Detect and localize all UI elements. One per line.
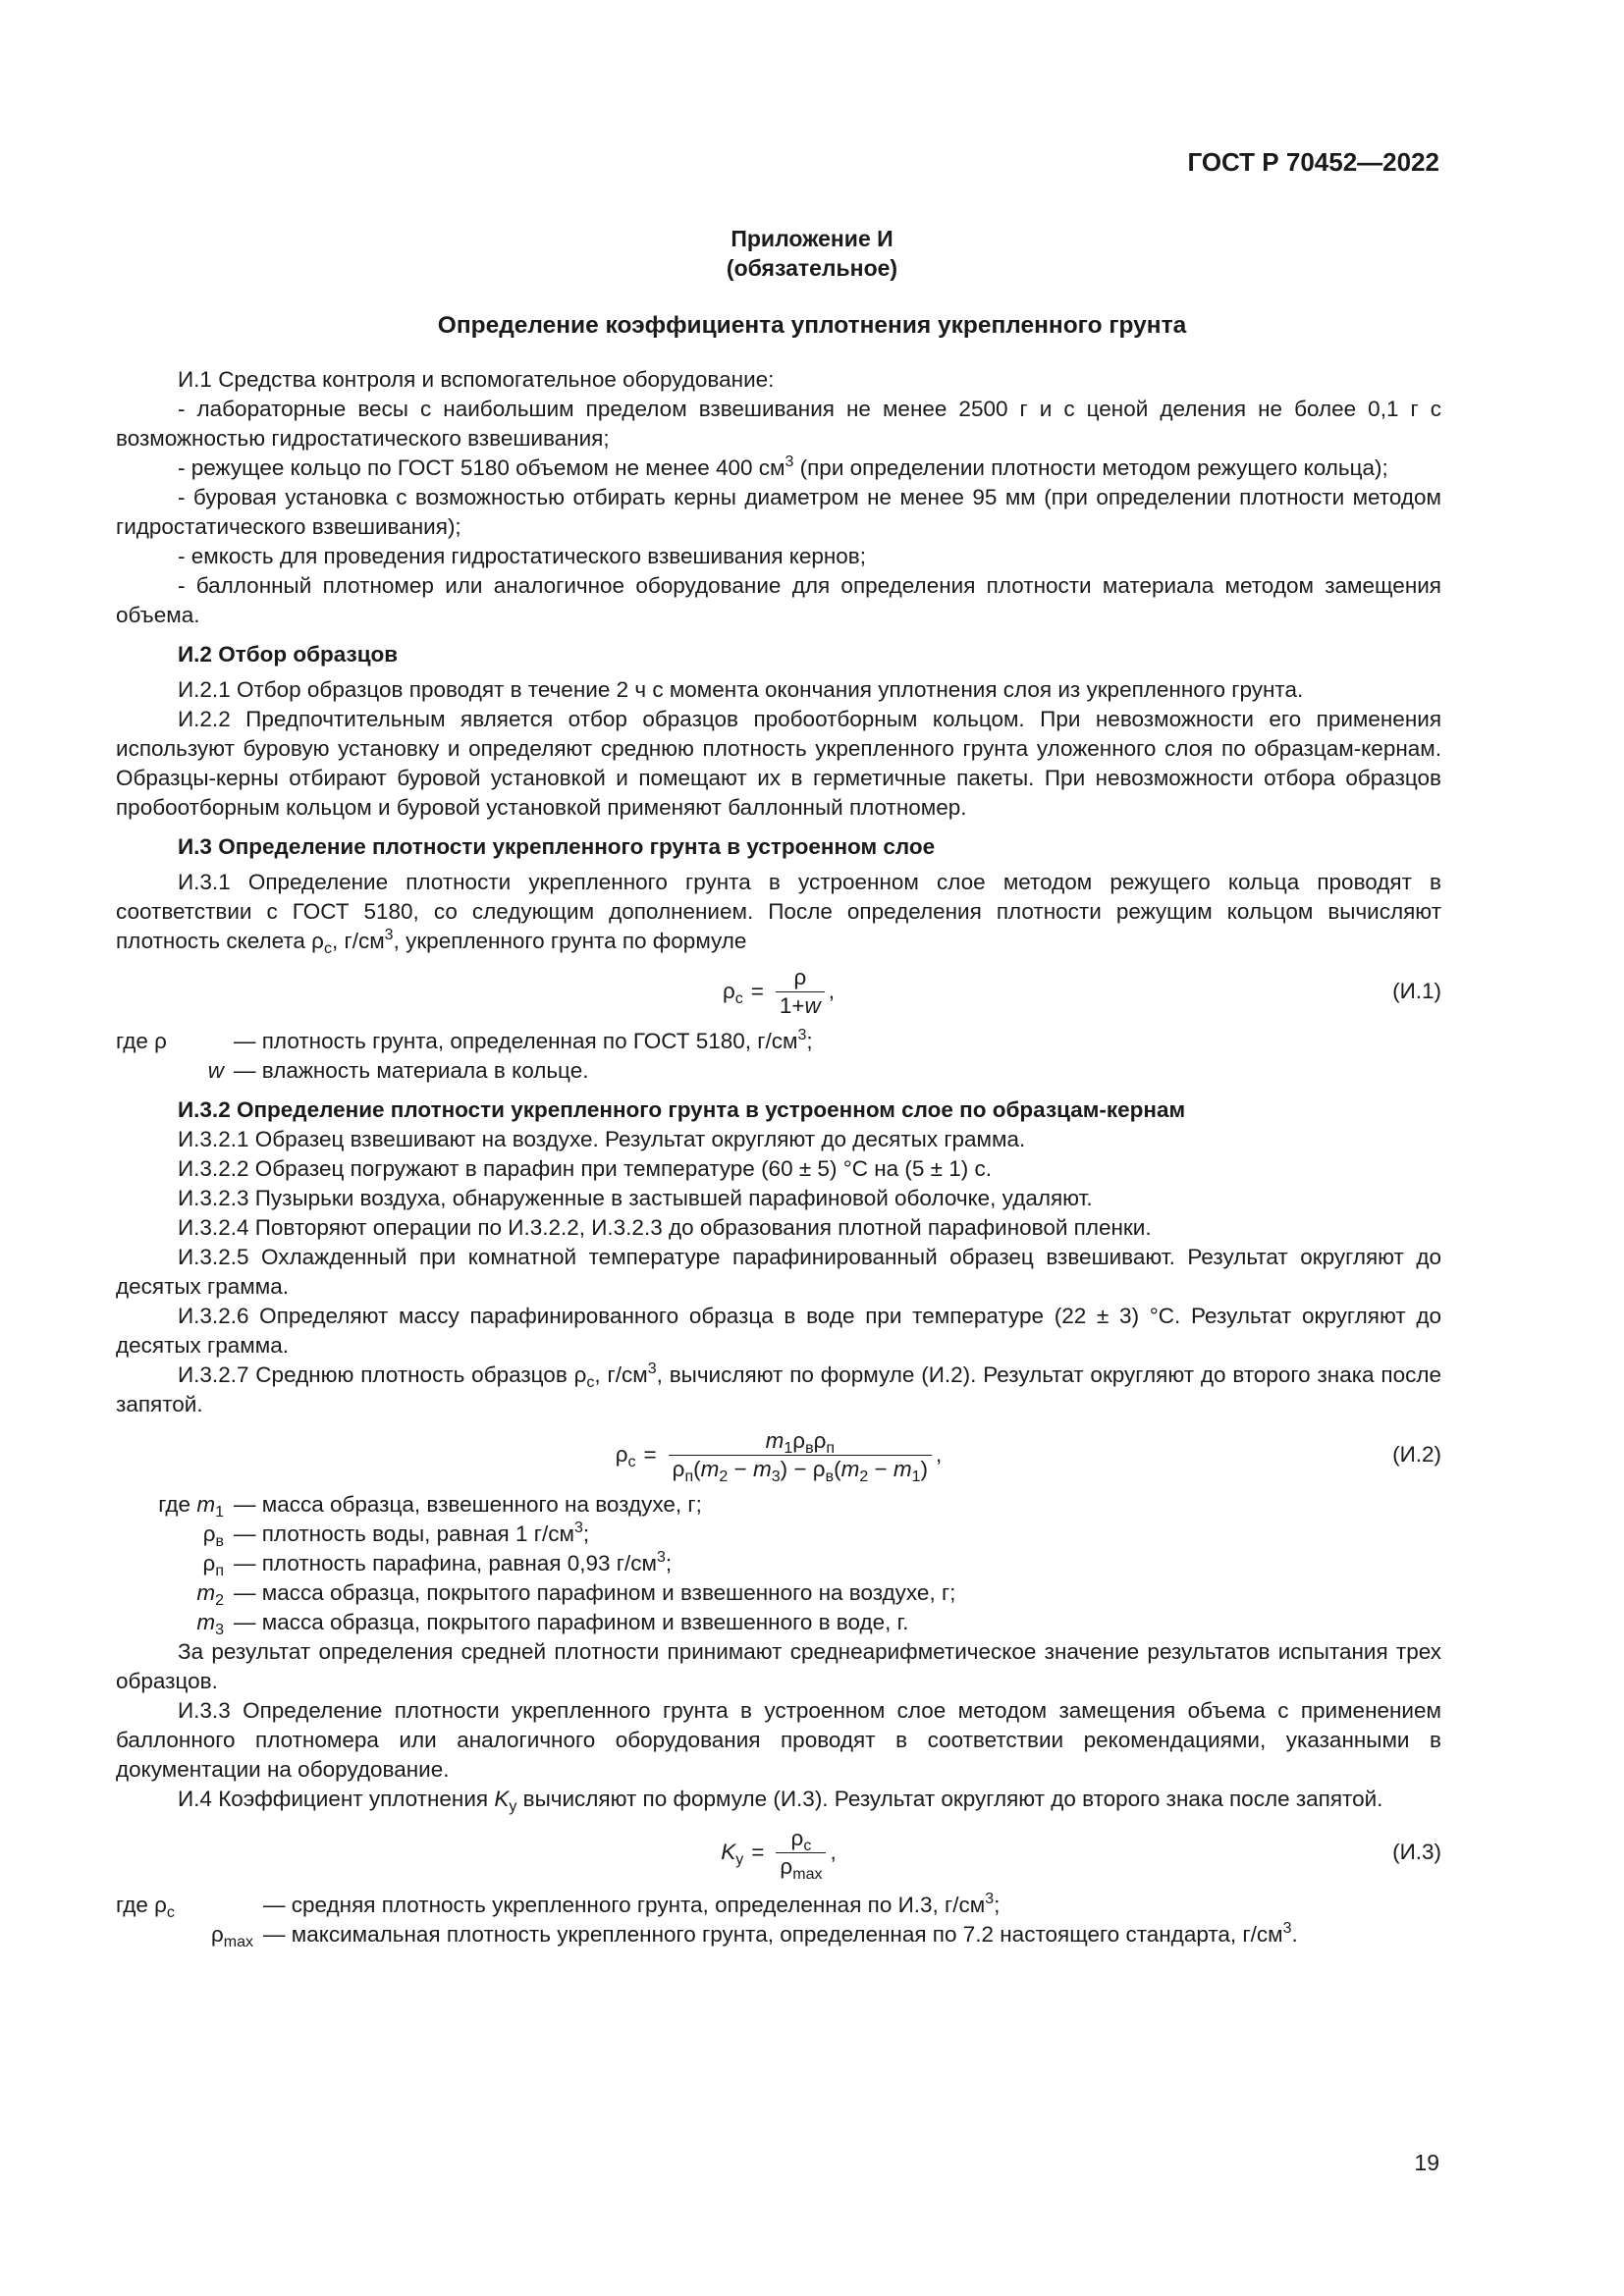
text: ; (806, 1029, 813, 1053)
paragraph: И.2.1 Отбор образцов проводят в течение 2 ч с момента окончания уплотнения слоя из укрепленного грунта. (178, 677, 1304, 702)
formula-lhs (616, 1440, 636, 1469)
text: И.4 Коэффициент уплотнения (178, 1787, 495, 1811)
legend-row (116, 1608, 1441, 1637)
variable: m (840, 1456, 860, 1481)
formula-i1-legend (116, 1027, 1441, 1086)
superscript: 3 (797, 1027, 807, 1043)
legend-desc (234, 1549, 1441, 1578)
text: ρ (790, 1825, 804, 1850)
text: ; (582, 1522, 590, 1546)
text: — плотность парафина, равная 0,93 г/см (234, 1551, 657, 1575)
formula-i3 (116, 1820, 1441, 1885)
text: где (158, 1492, 191, 1517)
legend-row (116, 1549, 1441, 1578)
text: ( (693, 1456, 701, 1481)
equipment-item: - баллонный плотномер или аналогичное оборудование для определения плотности материала методом замещения объема. (116, 573, 1441, 627)
equation-number: (И.2) (1392, 1442, 1441, 1467)
text: ) (780, 1456, 788, 1481)
text: , укрепленного грунта по формуле (393, 929, 747, 953)
variable: m (196, 1492, 216, 1517)
paragraph: За результат определения средней плотности принимают среднеарифметическое значение результатов испытания трех образцов. (116, 1639, 1441, 1693)
document-code: ГОСТ Р 70452—2022 (1187, 147, 1439, 177)
subscript: с (323, 940, 332, 957)
text: - режущее кольцо по ГОСТ 5180 объемом не менее 400 см (178, 455, 785, 480)
paragraph: И.3.2.6 Определяют массу парафинированного образца в воде при температуре (22 ± 3) °С. Результат округляют до десятых грамма. (116, 1304, 1441, 1358)
text: И.3.1 Определение плотности укрепленного грунта в устроенном слое методом режущего кольца проводят в соответствии с ГОСТ 5180, со следующим дополнением. После определения плотности режущим кольцом вычисляют плотность скелета ρ (116, 870, 1441, 953)
legend-term (116, 1490, 234, 1520)
text: — средняя плотность укрепленного грунта, определенная по И.3, г/см (263, 1893, 986, 1917)
numerator (787, 1825, 816, 1852)
variable: m (196, 1610, 216, 1634)
superscript: 3 (573, 1520, 583, 1536)
text: − (868, 1456, 893, 1481)
variable: m (700, 1456, 720, 1481)
formula-i1 (116, 962, 1441, 1021)
legend-term (116, 1578, 234, 1608)
denominator (669, 1455, 932, 1483)
equipment-item (116, 454, 1441, 483)
legend-term: где ρ (116, 1029, 167, 1053)
superscript: 3 (985, 1891, 995, 1907)
text: , (936, 1442, 943, 1467)
text: ρ (210, 1922, 224, 1947)
variable: m (893, 1456, 912, 1481)
formula-i2 (116, 1425, 1441, 1484)
text: ρ (202, 1551, 216, 1575)
text: ; (665, 1551, 673, 1575)
text: , (830, 1840, 837, 1864)
legend-desc: — масса образца, взвешенного на воздухе, г; (234, 1492, 702, 1517)
text: ρ (813, 1427, 827, 1453)
legend-row (116, 1891, 1441, 1920)
text: , (828, 979, 836, 1003)
legend-row (116, 1578, 1441, 1608)
denominator (776, 991, 825, 1020)
legend-desc: — масса образца, покрытого парафином и взвешенного на воздухе, г; (234, 1580, 956, 1605)
subscript: 2 (719, 1468, 729, 1485)
text: . (1291, 1922, 1298, 1947)
text: − (787, 1456, 813, 1481)
paragraph (116, 868, 1441, 956)
legend-row (116, 1920, 1441, 1949)
subscript: 2 (859, 1468, 869, 1485)
legend-desc (234, 1520, 1441, 1549)
section-2-heading: И.2 Отбор образцов (178, 642, 399, 667)
legend-desc (263, 1891, 1441, 1920)
text: — максимальная плотность укрепленного грунта, определенная по 7.2 настоящего стандарта, г/см (263, 1922, 1283, 1947)
text: (при определении плотности методом режущего кольца); (793, 455, 1388, 480)
fraction (669, 1427, 932, 1483)
superscript: 3 (384, 927, 394, 943)
legend-term (116, 1920, 263, 1949)
text: — плотность воды, равная 1 г/см (234, 1522, 574, 1546)
text: ρ (615, 1442, 628, 1467)
legend-row (116, 1056, 1441, 1086)
text: ρ (792, 1427, 806, 1453)
variable: m (765, 1427, 785, 1453)
legend-desc (263, 1920, 1441, 1949)
subscript: 2 (215, 1592, 224, 1609)
text: , вычисляют по формуле (И.2). Результат округляют до второго знака после запятой. (116, 1362, 1441, 1416)
superscript: 3 (647, 1361, 657, 1377)
text: ρ (780, 1853, 793, 1879)
legend-term (116, 1549, 234, 1578)
subscript: в (215, 1533, 224, 1550)
subscript: 3 (771, 1468, 781, 1485)
subscript: у (509, 1798, 517, 1815)
subscript: в (805, 1439, 814, 1457)
subscript: max (792, 1865, 823, 1883)
text: , г/см (331, 929, 385, 953)
legend-desc: — масса образца, покрытого парафином и взвешенного в воде, г. (234, 1610, 909, 1634)
text: где ρ (116, 1893, 167, 1917)
text: − (728, 1456, 753, 1481)
subscript: с (803, 1837, 812, 1854)
variable: w (804, 992, 821, 1018)
paragraph: И.3.2.4 Повторяют операции по И.3.2.2, И.3.2.3 до образования плотной парафиновой пленки. (178, 1215, 1152, 1240)
paragraph: И.3.2.5 Охлажденный при комнатной температуре парафинированный образец взвешивают. Результат округляют до десятых грамма. (116, 1245, 1441, 1299)
superscript: 3 (785, 454, 794, 470)
text: ; (994, 1893, 1001, 1917)
paragraph: И.2.2 Предпочтительным является отбор образцов пробоотборным кольцом. При невозможности его применения используют буровую установку и определяют среднюю плотность укрепленного грунта уложенного слоя по образцам-кернам. Образцы-керны отбирают буровой установкой и помещают их в герметичные пакеты. При невозможности отбора образцов пробоотборным кольцом и буровой установкой применяют баллонный плотномер. (116, 707, 1441, 820)
equipment-item: - лабораторные весы с наибольшим пределом взвешивания не менее 2500 г и с ценой деления не более 0,1 г с возможностью гидростатического взвешивания; (116, 397, 1441, 451)
text: ρ (812, 1456, 826, 1481)
formula-i2-legend (116, 1490, 1441, 1637)
subscript: у (735, 1851, 744, 1868)
subscript: с (627, 1454, 636, 1470)
document-body (116, 365, 1441, 1949)
section-3-heading: И.3 Определение плотности укрепленного грунта в устроенном слое (178, 834, 936, 859)
subscript: max (223, 1934, 253, 1950)
fraction (776, 964, 825, 1020)
paragraph: И.3.3 Определение плотности укрепленного грунта в устроенном слое методом замещения объема с применением баллонного плотномера или аналогичного оборудования проводят в соответствии рекомендациями, указанными в документации на оборудование. (116, 1698, 1441, 1782)
equation-number: (И.3) (1392, 1840, 1441, 1864)
subscript: п (826, 1439, 836, 1457)
equals-sign: = (643, 1442, 657, 1467)
equals-sign: = (750, 979, 764, 1003)
subscript: 1 (215, 1504, 224, 1521)
section-1-intro: И.1 Средства контроля и вспомогательное оборудование: (178, 367, 775, 392)
legend-term (116, 1520, 234, 1549)
subscript: с (166, 1904, 175, 1921)
numerator (762, 1427, 839, 1455)
superscript: 3 (1282, 1920, 1292, 1937)
page-number: 19 (1414, 2150, 1439, 2175)
paragraph (116, 1361, 1441, 1419)
appendix-heading (0, 224, 1624, 283)
formula-lhs (721, 1838, 743, 1867)
equipment-item: - буровая установка с возможностью отбирать керны диаметром не менее 95 мм (при определении плотности методом гидростатического взвешивания); (116, 485, 1441, 539)
subscript: 1 (911, 1468, 921, 1485)
text: ρ (672, 1456, 685, 1481)
text: — плотность грунта, определенная по ГОСТ 5180, г/см (234, 1029, 798, 1053)
text: ρ (202, 1522, 216, 1546)
variable: K (494, 1787, 510, 1811)
text: 1+ (779, 992, 805, 1018)
fraction (776, 1825, 826, 1881)
subscript: 1 (784, 1439, 793, 1457)
subscript: в (825, 1468, 835, 1485)
subscript: 3 (215, 1622, 224, 1638)
legend-term: w (207, 1058, 224, 1083)
text: ) (920, 1456, 929, 1481)
main-title: Определение коэффициента уплотнения укрепленного грунта (437, 312, 1187, 339)
legend-row (116, 1520, 1441, 1549)
variable: K (721, 1840, 736, 1864)
equals-sign: = (751, 1840, 765, 1864)
paragraph (116, 1785, 1441, 1814)
legend-desc: — влажность материала в кольце. (234, 1058, 589, 1083)
subscript: с (734, 990, 743, 1007)
legend-row (116, 1027, 1441, 1056)
formula-i3-legend (116, 1891, 1441, 1949)
legend-term (116, 1891, 263, 1920)
formula-lhs (723, 977, 743, 1006)
subscript: п (215, 1563, 224, 1579)
subscript: п (684, 1468, 694, 1485)
variable: m (752, 1456, 772, 1481)
legend-row (116, 1490, 1441, 1520)
legend-desc (234, 1027, 1441, 1056)
numerator: ρ (793, 964, 807, 989)
text: ρ (722, 979, 735, 1003)
paragraph: И.3.2.3 Пузырьки воздуха, обнаруженные в застывшей парафиновой оболочке, удаляют. (178, 1186, 1093, 1210)
superscript: 3 (656, 1549, 666, 1566)
text: И.3.2.7 Среднюю плотность образцов ρ (178, 1362, 587, 1387)
text: , г/см (594, 1362, 648, 1387)
appendix-status: (обязательное) (726, 255, 898, 281)
text: ( (834, 1456, 841, 1481)
appendix-title: Приложение И (731, 226, 893, 251)
equipment-item: - емкость для проведения гидростатического взвешивания кернов; (178, 544, 867, 568)
section-3-2-heading: И.3.2 Определение плотности укрепленного грунта в устроенном слое по образцам-кернам (178, 1097, 1186, 1122)
equation-number: (И.1) (1392, 979, 1441, 1003)
legend-term (116, 1608, 234, 1637)
subscript: с (586, 1374, 595, 1391)
paragraph: И.3.2.2 Образец погружают в парафин при температуре (60 ± 5) °С на (5 ± 1) с. (178, 1156, 992, 1181)
denominator (776, 1852, 826, 1881)
variable: m (196, 1580, 216, 1605)
paragraph: И.3.2.1 Образец взвешивают на воздухе. Результат округляют до десятых грамма. (178, 1127, 1026, 1151)
text: вычисляют по формуле (И.3). Результат округляют до второго знака после запятой. (516, 1787, 1383, 1811)
